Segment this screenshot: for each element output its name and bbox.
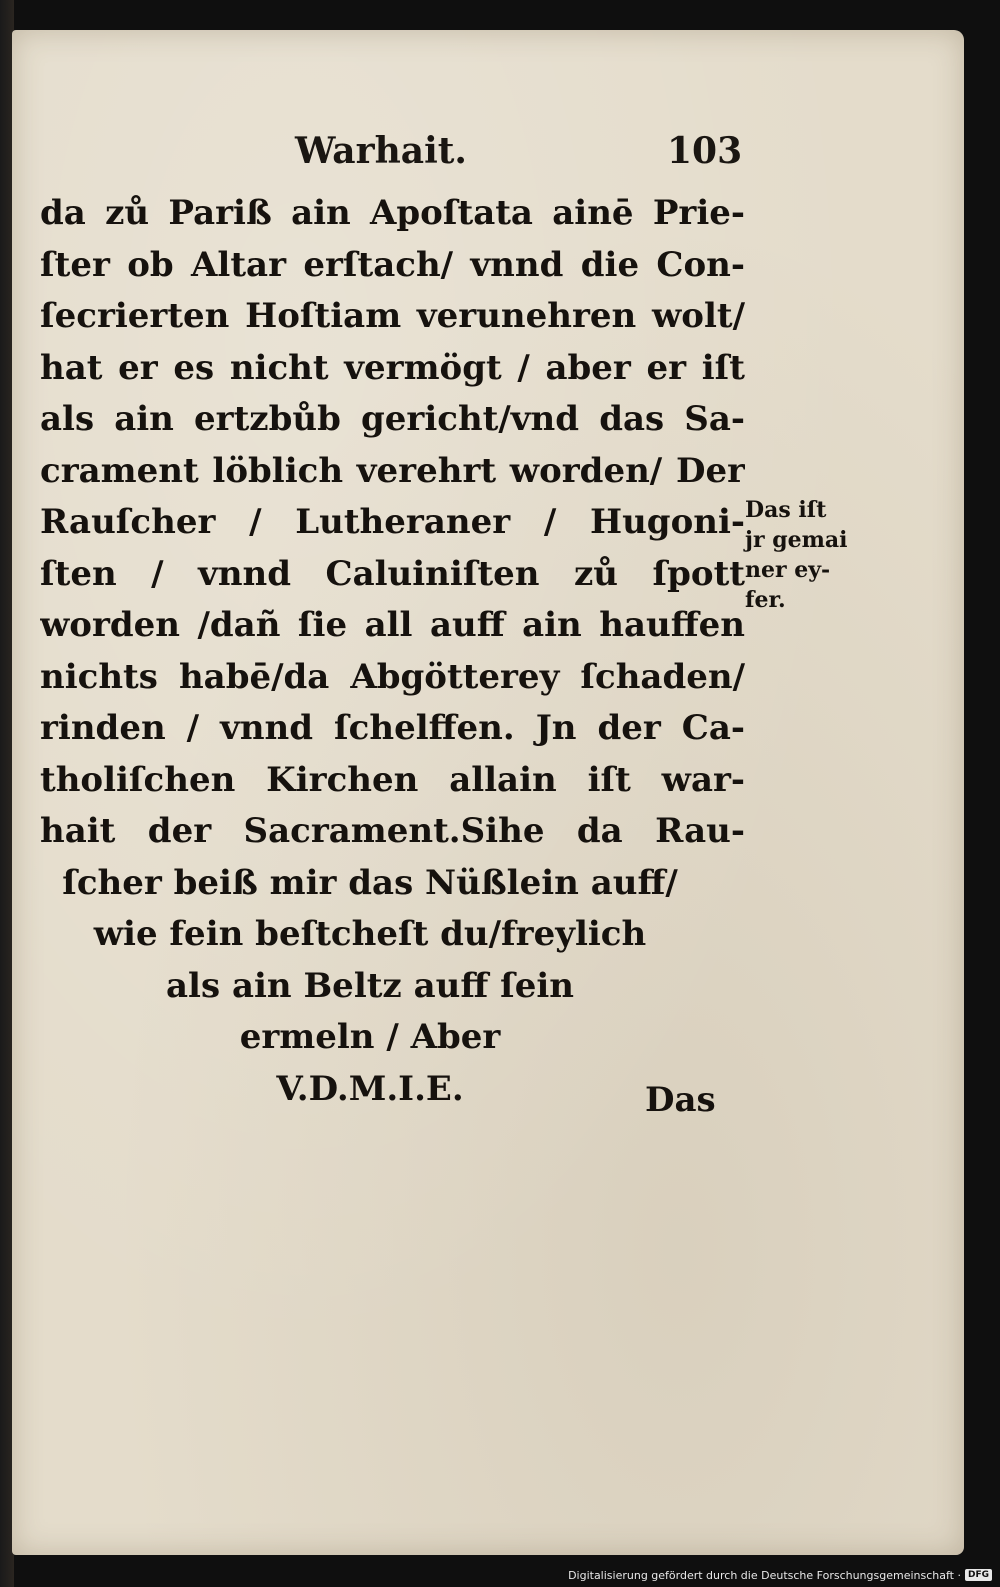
- text-line: tholiſchen Kirchen allain iſt war-: [40, 759, 745, 800]
- text-line: hat er es nicht vermögt / aber er iſt: [40, 347, 745, 388]
- text-line: Rauſcher / Lutheraner / Hugoni-: [40, 502, 745, 542]
- text-line: als ain ertzbůb gericht/vnd das Sa-: [40, 399, 745, 439]
- marginal-note-line: fer.: [745, 587, 786, 613]
- text-line: rinden / vnnd ſchelffen. Jn der Ca-: [40, 708, 745, 748]
- text-line: crament löblich verehrt worden/ Der: [40, 450, 745, 491]
- credit-text: Digitalisierung gefördert durch die Deutsche Forschungsgemeinschaft ·: [568, 1568, 961, 1582]
- page-number: 103: [667, 130, 743, 172]
- book-page: [12, 30, 964, 1555]
- marginal-note-line: ner ey-: [745, 557, 831, 583]
- text-line: V.D.M.I.E.: [276, 1068, 464, 1109]
- text-line: worden /dañ ſie all auff ain hauffen: [40, 605, 745, 645]
- running-title: Warhait.: [295, 130, 467, 172]
- text-line: ſter ob Altar erſtach/ vnnd die Con-: [40, 244, 745, 285]
- text-line: nichts habē/da Abgötterey ſchaden/: [40, 656, 745, 697]
- text-line: ermeln / Aber: [239, 1017, 501, 1057]
- text-line: wie fein beſtcheſt du/freylich: [93, 914, 647, 954]
- page-header: [12, 130, 964, 180]
- marginal-note: [745, 495, 875, 615]
- marginal-note-line: Das iſt: [745, 497, 827, 523]
- main-text-block: [40, 188, 745, 1115]
- text-line: ſcher beiß mir das Nüßlein auff/: [62, 862, 678, 903]
- text-line: ſten / vnnd Caluiniſten zů ſpott: [40, 553, 745, 594]
- dfg-logo: DFG: [965, 1569, 992, 1581]
- text-line: als ain Beltz auff ſein: [166, 965, 574, 1006]
- digitization-credit: [568, 1565, 992, 1585]
- text-line: da zů Pariß ain Apoſtata ainē Prie-: [40, 193, 745, 233]
- catchword: Das: [645, 1080, 716, 1120]
- text-line: hait der Sacrament.Sihe da Rau-: [40, 811, 745, 851]
- text-line: ſecrierten Hoſtiam verunehren wolt/: [40, 296, 745, 336]
- marginal-note-line: jr gemai: [745, 527, 848, 553]
